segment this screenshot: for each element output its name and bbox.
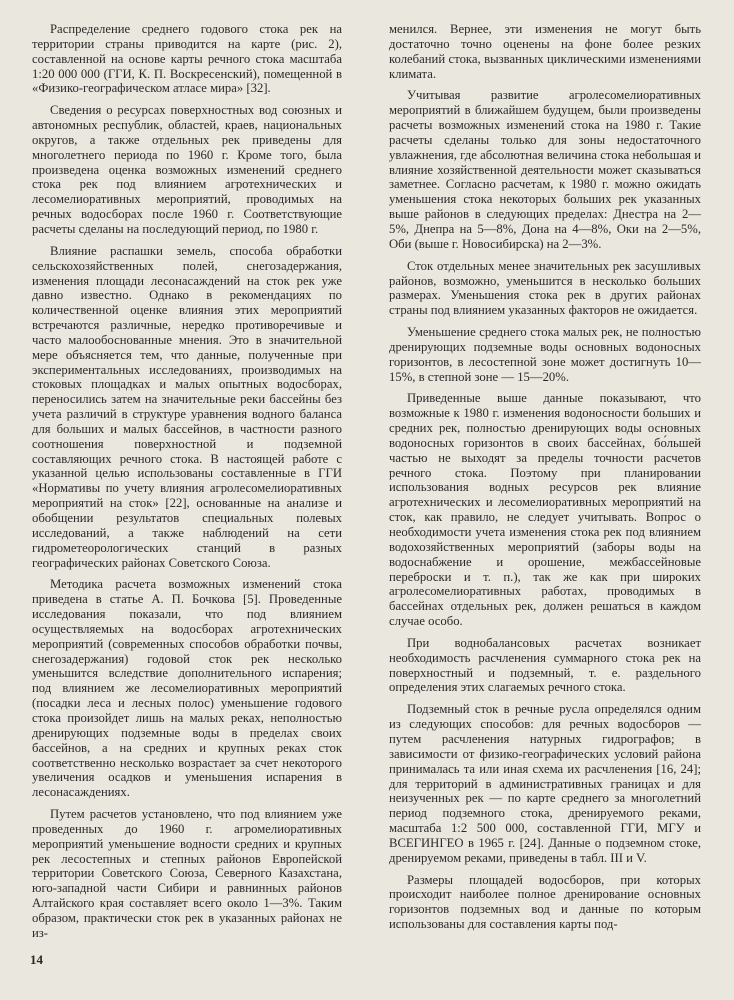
paragraph: Приведенные выше данные показывают, что возможные к 1980 г. изменения водоносности больших и средних рек, полностью дренирующих воды основных водоносных горизонтов в своих бассейнах, бо́льшей частью не выходят за пределы точности расчетов речного стока. Поэтому при планировании использования водных ресурсов рек влияние агротехнических и лесомелиоративных мероприятий на сток, как правило, не следует учитывать. Вопрос о необходимости учета изменения стока рек под влиянием водохозяйственных мероприятий (заборы воды на водоснабжение и орошение, межбассейновые переброски и т. п.), так же как при широких агролесомелиоративных работах, проводимых в бассейнах отдельных рек, должен решаться в каждом случае особо. [389, 391, 701, 629]
paragraph: Распределение среднего годового стока рек на территории страны приводится на карте (рис. 2), составленной на основе карты речного стока масштаба 1:20 000 000 (ГГИ, К. П. Воскресенский), помещенной в «Физико-географическом атласе мира» [32]. [32, 22, 342, 96]
paragraph-continuation: менился. Вернее, эти изменения не могут быть достаточно точно оценены на фоне более резких колебаний стока, вызванных циклическими изменениями климата. [389, 22, 701, 81]
right-column [389, 22, 701, 939]
paragraph: Уменьшение среднего стока малых рек, не полностью дренирующих подземные воды основных водоносных горизонтов, в лесостепной зоне может достигнуть 10—15%, в степной зоне — 15—20%. [389, 325, 701, 384]
paragraph: Путем расчетов установлено, что под влиянием уже проведенных до 1960 г. агромелиоративных мероприятий уменьшение водности средних и крупных рек лесостепных и степных районов Европейской территории Советского Союза, Северного Казахстана, юго-западной части Сибири и равнинных районов Алтайского края составляет всего около 1—3%. Таким образом, практически сток рек в указанных районах не из- [32, 807, 342, 940]
paragraph: При воднобалансовых расчетах возникает необходимость расчленения суммарного стока рек на поверхностный и подземный, т. е. раздельного определения этих слагаемых речного стока. [389, 635, 701, 695]
page-number: 14 [30, 952, 43, 967]
paragraph: Методика расчета возможных изменений стока приведена в статье А. П. Бочкова [5]. Проведенные исследования показали, что под влиянием осуществляемых на водосборах агротехнических мероприятий (современных способов обработки почвы, снегозадержания) годовой сток рек несколько уменьшится вследствие дополнительного испарения; под влиянием же лесомелиоративных мероприятий (посадки леса и лесных полос) уменьшение годового стока произойдет лишь на малых реках, неполностью дренирующих подземные воды в пределах своих бассейнов, а на средних и крупных реках сток соответственно несколько возрастает за счет некоторого увеличения осадков и уменьшения испарения в лесонасаждениях. [32, 577, 342, 800]
paragraph: Сведения о ресурсах поверхностных вод союзных и автономных республик, областей, краев, национальных округов, а также отдельных рек приведены для многолетнего периода по 1960 г. Кроме того, была произведена оценка возможных изменений среднего стока рек под влиянием агротехнических и лесомелиоративных мероприятий, проводимых на речных водосборах после 1960 г. Соответствующие расчеты сделаны на последующий период, по 1980 г. [32, 103, 342, 236]
paragraph: Размеры площадей водосборов, при которых происходит наиболее полное дренирование основных горизонтов подземных вод и данные по которым использованы для составления карты под- [389, 872, 701, 932]
paragraph: Влияние распашки земель, способа обработки сельскохозяйственных полей, снегозадержания, изменения площади лесонасаждений на сток рек уже давно известно. Однако в рекомендациях по количественной оценке влияния этих мероприятий встречаются различные, нередко противоречивые и часто малообоснованные мнения. Это в значительной мере объясняется тем, что данные, полученные при экспериментальных исследованиях, производимых на стоковых площадках и малых опытных водосборах, переносились затем на значительные реки бассейны без учета различий в структуре уравнения водного баланса для больших и малых бассейнов, в частности разного соотношения поверхностной и подземной составляющих речного стока. В настоящей работе с указанной целью использованы составленные в ГГИ «Нормативы по учету влияния агролесомелиоративных мероприятий на сток» [22], основанные на анализе и обобщении результатов специальных полевых исследований, а также наблюдений на сети гидрометеорологических станций в разных географических районах Советского Союза. [32, 243, 342, 570]
paragraph: Подземный сток в речные русла определялся одним из следующих способов: для речных водосборов — путем расчленения натурных гидрографов; в зависимости от физико-географических условий района принималась та или иная схема их расчленения [16, 24]; для территорий в административных границах и для неизученных рек — по карте среднего за многолетний период подземного стока, дренируемого реками, масштаба 1:2 500 000, составленной ГГИ, МГУ и ВСЕГИНГЕО в 1965 г. [24]. Данные о подземном стоке, дренируемом реками, приведены в табл. III и V. [389, 702, 701, 865]
paragraph: Сток отдельных менее значительных рек засушливых районов, возможно, уменьшится в несколько больших размерах. Уменьшения стока рек в других районах страны под влиянием указанных факторов не ожидается. [389, 258, 701, 318]
paragraph: Учитывая развитие агролесомелиоративных мероприятий в ближайшем будущем, были произведены расчеты возможных изменений стока на 1980 г. Такие расчеты сделаны только для зоны недостаточного увлажнения, где абсолютная величина стока небольшая и влияние хозяйственной деятельности может сказываться заметнее. Согласно расчетам, к 1980 г. можно ожидать уменьшения стока некоторых больших рек указанных выше районов в следующих пределах: Днестра на 2—5%, Днепра на 5—8%, Дона на 4—8%, Оки на 2—5%, Оби (выше г. Новосибирска) на 2—3%. [389, 88, 701, 251]
left-column [32, 22, 342, 948]
